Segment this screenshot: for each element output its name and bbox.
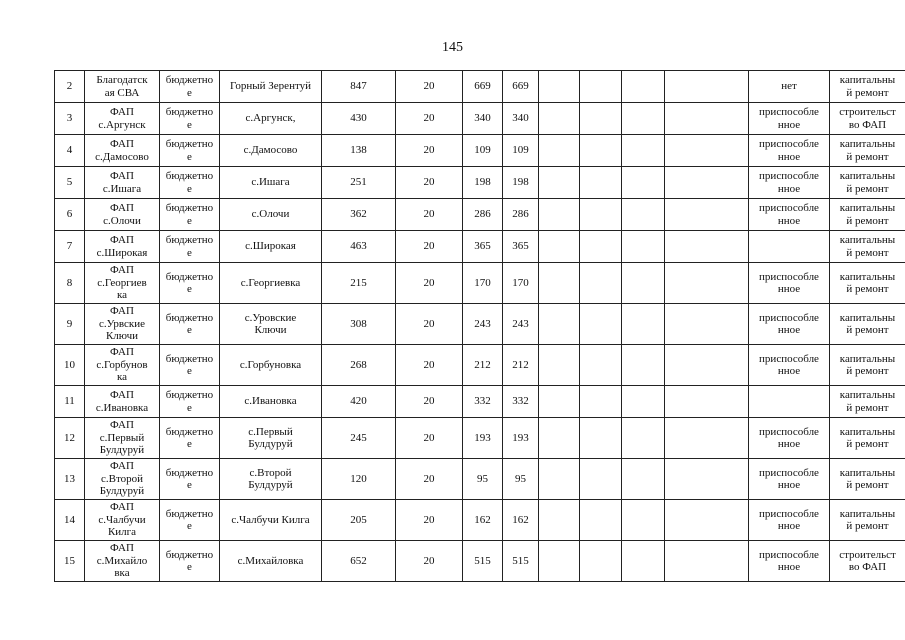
row-number-cell: 7 [55,231,85,263]
facility-name-cell: ФАП с.Чалбучи Килга [85,500,160,541]
ownership-type-cell: бюджетно е [160,459,220,500]
settlement-cell: с.Аргунск, [220,103,322,135]
building-status-cell: приспособле нное [749,135,830,167]
value-a-cell: 515 [463,541,503,582]
facility-name-cell: ФАП с.Первый Булдуруй [85,418,160,459]
value-a-cell: 162 [463,500,503,541]
population-cell: 138 [322,135,396,167]
empty-col-1-cell [539,231,580,263]
planned-work-cell: капитальны й ремонт [830,167,905,199]
row-number-cell: 15 [55,541,85,582]
empty-col-3-cell [622,167,665,199]
empty-col-4-cell [665,500,749,541]
empty-col-4-cell [665,71,749,103]
table-row [55,500,905,541]
empty-col-1-cell [539,345,580,386]
value-b-cell: 162 [503,500,539,541]
radius-cell: 20 [396,231,463,263]
value-a-cell: 286 [463,199,503,231]
empty-col-4-cell [665,167,749,199]
empty-col-4-cell [665,304,749,345]
value-b-cell: 669 [503,71,539,103]
planned-work-cell: капитальны й ремонт [830,71,905,103]
empty-col-4-cell [665,231,749,263]
radius-cell: 20 [396,263,463,304]
facility-name-cell: ФАП с.Георгиев ка [85,263,160,304]
empty-col-2-cell [580,345,622,386]
planned-work-cell: капитальны й ремонт [830,418,905,459]
empty-col-2-cell [580,418,622,459]
ownership-type-cell: бюджетно е [160,304,220,345]
facility-name-cell: ФАП с.Михайло вка [85,541,160,582]
value-a-cell: 365 [463,231,503,263]
population-cell: 120 [322,459,396,500]
planned-work-cell: строительст во ФАП [830,541,905,582]
settlement-cell: с.Ивановка [220,386,322,418]
value-b-cell: 170 [503,263,539,304]
ownership-type-cell: бюджетно е [160,135,220,167]
table-row [55,263,905,304]
settlement-cell: с.Уровские Ключи [220,304,322,345]
ownership-type-cell: бюджетно е [160,418,220,459]
facility-name-cell: ФАП с.Урвские Ключи [85,304,160,345]
empty-col-1-cell [539,199,580,231]
row-number-cell: 13 [55,459,85,500]
table-row [55,103,905,135]
empty-col-1-cell [539,167,580,199]
row-number-cell: 3 [55,103,85,135]
population-cell: 652 [322,541,396,582]
building-status-cell: приспособле нное [749,263,830,304]
empty-col-2-cell [580,135,622,167]
page-number: 145 [442,40,463,55]
empty-col-2-cell [580,103,622,135]
building-status-cell: приспособле нное [749,541,830,582]
settlement-cell: с.Ишага [220,167,322,199]
empty-col-2-cell [580,231,622,263]
ownership-type-cell: бюджетно е [160,103,220,135]
table-row [55,231,905,263]
planned-work-cell: капитальны й ремонт [830,500,905,541]
empty-col-4-cell [665,135,749,167]
value-b-cell: 212 [503,345,539,386]
ownership-type-cell: бюджетно е [160,167,220,199]
value-a-cell: 198 [463,167,503,199]
settlement-cell: с.Второй Булдуруй [220,459,322,500]
radius-cell: 20 [396,418,463,459]
empty-col-4-cell [665,541,749,582]
row-number-cell: 6 [55,199,85,231]
value-b-cell: 243 [503,304,539,345]
population-cell: 205 [322,500,396,541]
empty-col-3-cell [622,71,665,103]
empty-col-2-cell [580,541,622,582]
value-b-cell: 332 [503,386,539,418]
settlement-cell: с.Михайловка [220,541,322,582]
building-status-cell [749,386,830,418]
population-cell: 847 [322,71,396,103]
empty-col-1-cell [539,263,580,304]
empty-col-3-cell [622,459,665,500]
building-status-cell: приспособле нное [749,345,830,386]
value-a-cell: 669 [463,71,503,103]
population-cell: 245 [322,418,396,459]
planned-work-cell: капитальны й ремонт [830,345,905,386]
radius-cell: 20 [396,500,463,541]
radius-cell: 20 [396,71,463,103]
value-a-cell: 340 [463,103,503,135]
facility-name-cell: ФАП с.Ивановка [85,386,160,418]
population-cell: 430 [322,103,396,135]
population-cell: 268 [322,345,396,386]
settlement-cell: с.Олочи [220,199,322,231]
value-b-cell: 95 [503,459,539,500]
ownership-type-cell: бюджетно е [160,263,220,304]
empty-col-3-cell [622,135,665,167]
value-b-cell: 340 [503,103,539,135]
empty-col-2-cell [580,386,622,418]
empty-col-2-cell [580,500,622,541]
value-b-cell: 109 [503,135,539,167]
table-row [55,199,905,231]
empty-col-4-cell [665,103,749,135]
empty-col-2-cell [580,167,622,199]
empty-col-4-cell [665,418,749,459]
row-number-cell: 14 [55,500,85,541]
table-row [55,135,905,167]
empty-col-2-cell [580,459,622,500]
settlement-cell: с.Дамосово [220,135,322,167]
value-a-cell: 193 [463,418,503,459]
planned-work-cell: капитальны й ремонт [830,386,905,418]
value-b-cell: 365 [503,231,539,263]
ownership-type-cell: бюджетно е [160,199,220,231]
empty-col-1-cell [539,103,580,135]
empty-col-3-cell [622,418,665,459]
table-row [55,71,905,103]
planned-work-cell: строительст во ФАП [830,103,905,135]
row-number-cell: 10 [55,345,85,386]
empty-col-1-cell [539,304,580,345]
empty-col-2-cell [580,263,622,304]
table-row [55,345,905,386]
radius-cell: 20 [396,103,463,135]
population-cell: 308 [322,304,396,345]
empty-col-4-cell [665,199,749,231]
ownership-type-cell: бюджетно е [160,541,220,582]
empty-col-1-cell [539,500,580,541]
building-status-cell: приспособле нное [749,304,830,345]
empty-col-2-cell [580,199,622,231]
table-row [55,459,905,500]
planned-work-cell: капитальны й ремонт [830,135,905,167]
value-b-cell: 193 [503,418,539,459]
ownership-type-cell: бюджетно е [160,386,220,418]
radius-cell: 20 [396,541,463,582]
value-b-cell: 515 [503,541,539,582]
empty-col-4-cell [665,345,749,386]
empty-col-4-cell [665,459,749,500]
value-a-cell: 243 [463,304,503,345]
building-status-cell: приспособле нное [749,500,830,541]
empty-col-2-cell [580,71,622,103]
population-cell: 215 [322,263,396,304]
ownership-type-cell: бюджетно е [160,345,220,386]
planned-work-cell: капитальны й ремонт [830,304,905,345]
empty-col-3-cell [622,103,665,135]
row-number-cell: 5 [55,167,85,199]
empty-col-1-cell [539,418,580,459]
value-a-cell: 109 [463,135,503,167]
radius-cell: 20 [396,135,463,167]
empty-col-2-cell [580,304,622,345]
row-number-cell: 4 [55,135,85,167]
building-status-cell [749,231,830,263]
empty-col-3-cell [622,386,665,418]
value-a-cell: 332 [463,386,503,418]
building-status-cell: приспособле нное [749,459,830,500]
planned-work-cell: капитальны й ремонт [830,231,905,263]
settlement-cell: с.Георгиевка [220,263,322,304]
facility-name-cell: ФАП с.Дамосово [85,135,160,167]
empty-col-3-cell [622,231,665,263]
facility-name-cell: ФАП с.Второй Булдуруй [85,459,160,500]
building-status-cell: приспособле нное [749,418,830,459]
row-number-cell: 11 [55,386,85,418]
table-row [55,167,905,199]
ownership-type-cell: бюджетно е [160,500,220,541]
row-number-cell: 2 [55,71,85,103]
value-b-cell: 286 [503,199,539,231]
radius-cell: 20 [396,459,463,500]
empty-col-3-cell [622,500,665,541]
settlement-cell: с.Чалбучи Килга [220,500,322,541]
settlement-cell: с.Горбуновка [220,345,322,386]
empty-col-4-cell [665,263,749,304]
empty-col-1-cell [539,386,580,418]
settlement-cell: Горный Зерентуй [220,71,322,103]
empty-col-3-cell [622,541,665,582]
building-status-cell: нет [749,71,830,103]
empty-col-3-cell [622,304,665,345]
facility-name-cell: ФАП с.Аргунск [85,103,160,135]
building-status-cell: приспособле нное [749,167,830,199]
facility-name-cell: ФАП с.Горбунов ка [85,345,160,386]
building-status-cell: приспособле нное [749,199,830,231]
value-a-cell: 170 [463,263,503,304]
empty-col-3-cell [622,199,665,231]
population-cell: 251 [322,167,396,199]
population-cell: 420 [322,386,396,418]
settlement-cell: с.Первый Булдуруй [220,418,322,459]
empty-col-4-cell [665,386,749,418]
facility-name-cell: ФАП с.Ишага [85,167,160,199]
value-a-cell: 95 [463,459,503,500]
planned-work-cell: капитальны й ремонт [830,199,905,231]
empty-col-1-cell [539,459,580,500]
table-row [55,304,905,345]
value-a-cell: 212 [463,345,503,386]
row-number-cell: 8 [55,263,85,304]
settlement-cell: с.Широкая [220,231,322,263]
table-row [55,418,905,459]
facility-name-cell: Благодатск ая СВА [85,71,160,103]
facility-name-cell: ФАП с.Широкая [85,231,160,263]
empty-col-3-cell [622,345,665,386]
facilities-table [54,70,905,582]
row-number-cell: 12 [55,418,85,459]
empty-col-1-cell [539,135,580,167]
ownership-type-cell: бюджетно е [160,71,220,103]
empty-col-1-cell [539,541,580,582]
building-status-cell: приспособле нное [749,103,830,135]
table-row [55,541,905,582]
planned-work-cell: капитальны й ремонт [830,263,905,304]
ownership-type-cell: бюджетно е [160,231,220,263]
value-b-cell: 198 [503,167,539,199]
row-number-cell: 9 [55,304,85,345]
radius-cell: 20 [396,345,463,386]
table-row [55,386,905,418]
radius-cell: 20 [396,199,463,231]
radius-cell: 20 [396,386,463,418]
radius-cell: 20 [396,304,463,345]
facility-name-cell: ФАП с.Олочи [85,199,160,231]
empty-col-1-cell [539,71,580,103]
population-cell: 362 [322,199,396,231]
population-cell: 463 [322,231,396,263]
radius-cell: 20 [396,167,463,199]
empty-col-3-cell [622,263,665,304]
planned-work-cell: капитальны й ремонт [830,459,905,500]
